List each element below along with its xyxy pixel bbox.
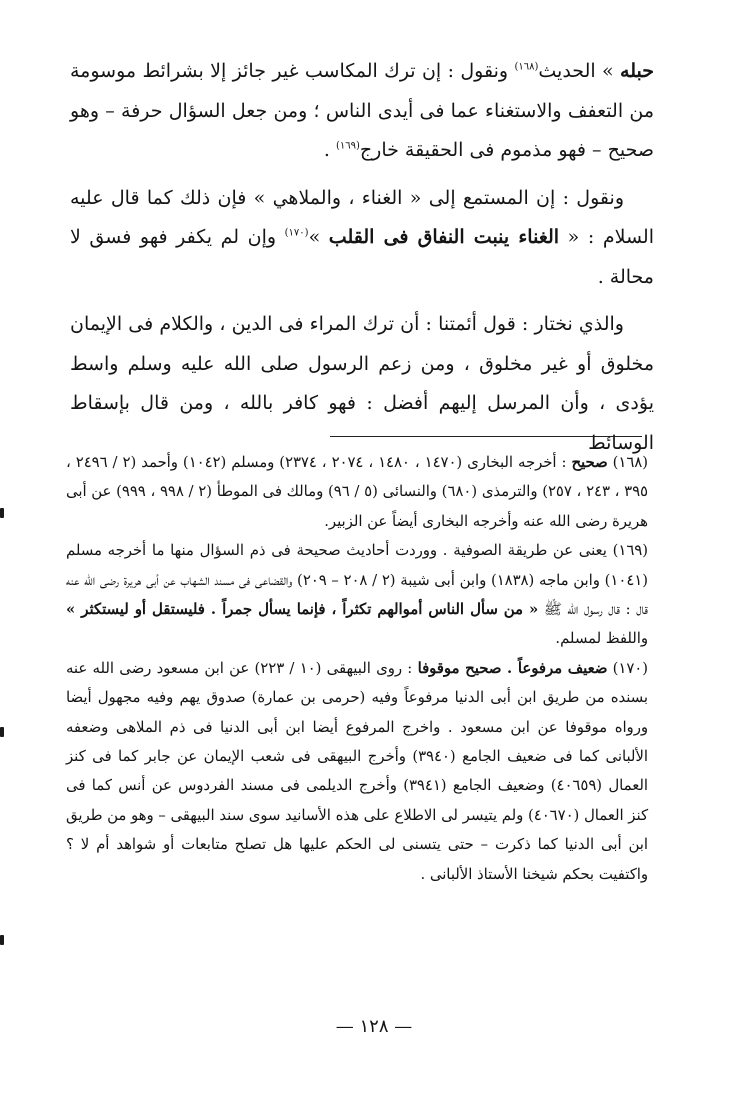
- bold-lead: حبله: [620, 60, 654, 82]
- main-text: [70, 52, 654, 463]
- footnote-number: (١٦٨): [612, 454, 648, 471]
- footnote-ref-170[interactable]: (١٧٠): [284, 227, 309, 239]
- hadith-quote: الغناء ينبت النفاق فى القلب: [328, 226, 560, 248]
- margin-mark: [0, 727, 4, 737]
- footnote-ref-168[interactable]: (١٦٨): [514, 61, 539, 73]
- footnote-170: (١٧٠) ضعيف مرفوعاً . صحيح موقوفا : روى البيهقى (١٠ / ٢٢٣) عن ابن مسعود رضى الله عنه بسنده من طريق ابن أبى الدنيا مرفوعاً وفيه (حرمى بن عمارة) صدوق يهم وفيه مجهول أيضا ورواه موقوفا عن ابن مسعود . واخرج المرفوع أيضا ابن أبى الدنيا فى ذم الملاهى وضعفه الألبانى كما فى ضعيف الجامع (٣٩٤٠) وأخرج البيهقى فى شعب الإيمان عن جابر كما فى كنز العمال (٤٠٦٥٩) وضعيف الجامع (٣٩٤١) وأخرج الديلمى فى مسند الفردوس عن أنس كما فى كنز العمال (٤٠٦٧٠) ولم يتيسر لى الاطلاع على هذه الأسانيد سوى سند البيهقى – وهو من طريق ابن أبى الدنيا كما ذكرت – حتى يتسنى لى الحكم عليها هل تصلح متابعات أو شواهد أم لا ؟ واكتفيت بحكم شيخنا الأستاذ الألبانى .: [66, 659, 648, 883]
- margin-mark: [0, 935, 4, 945]
- margin-mark: [0, 508, 4, 518]
- footnote-number: (١٦٩): [612, 542, 648, 560]
- main-paragraph-3: والذي نختار : قول أئمتنا : أن ترك المراء فى الدين ، والكلام فى الإيمان مخلوق أو غير مخلوق ، ومن زعم الرسول صلى الله عليه وسلم واسط يؤدى ، وأن المرسل إليهم أفضل : فهو كافر بالله ، ومن قال بإسقاط الوسائط: [70, 313, 654, 454]
- footnotes: [66, 448, 648, 889]
- main-paragraph-2: ونقول : إن المستمع إلى « الغناء ، والملاهي » فإن ذلك كما قال عليه السلام : « الغناء ينبت النفاق فى القلب »$^{(١٧٠)}$ وإن لم يكفر فهو فسق لا محالة .: [70, 186, 654, 288]
- footnote-ref-169[interactable]: (١٦٩): [335, 140, 360, 152]
- main-paragraph-1: حبله » الحديث$^{(١٦٨)}$ ونقول : إن ترك المكاسب غير جائز إلا بشرائط موسومة من التعفف والاستغناء عما فى أيدى الناس ؛ ومن جعل السؤال حرفة – وهو صحيح – فهو مذموم فى الحقيقة خارج$^{(١٦٩)}$ .: [70, 60, 654, 161]
- footnote-169: (١٦٩) يعنى عن طريقة الصوفية . ووردت أحاديث صحيحة فى ذم السؤال منها ما أخرجه مسلم (١٠٤١) وابن ماجه (١٨٣٨) وابن أبى شيبة (٢ / ٢٠٨ – ٢٠٩) والقضاعى فى مسند الشهاب عن أبى هريرة رضى الله عنه قال : قال رسول الله ﷺ « من سأل الناس أموالهم تكثراً ، فإنما يسأل جمراً . فليستقل أو ليستكثر » واللفظ لمسلم.: [66, 542, 648, 648]
- page-number: — ١٢٨ —: [335, 1016, 413, 1037]
- footnote-168: (١٦٨) صحيح : أخرجه البخارى (١٤٧٠ ، ١٤٨٠ ، ٢٠٧٤ ، ٢٣٧٤) ومسلم (١٠٤٢) وأحمد (٢ / ٢٤٩٦ ، ٣٩٥ ، ٢٤٣ ، ٢٥٧) والترمذى (٦٨٠) والنسائى (٥ / ٩٦) ومالك فى الموطأ (٢ / ٩٩٨ ، ٩٩٩) عن أبى هريرة رضى الله عنه وأخرجه البخارى أيضاً عن الزبير.: [66, 454, 648, 530]
- footnote-separator: [330, 436, 642, 437]
- footnote-number: (١٧٠): [612, 659, 648, 677]
